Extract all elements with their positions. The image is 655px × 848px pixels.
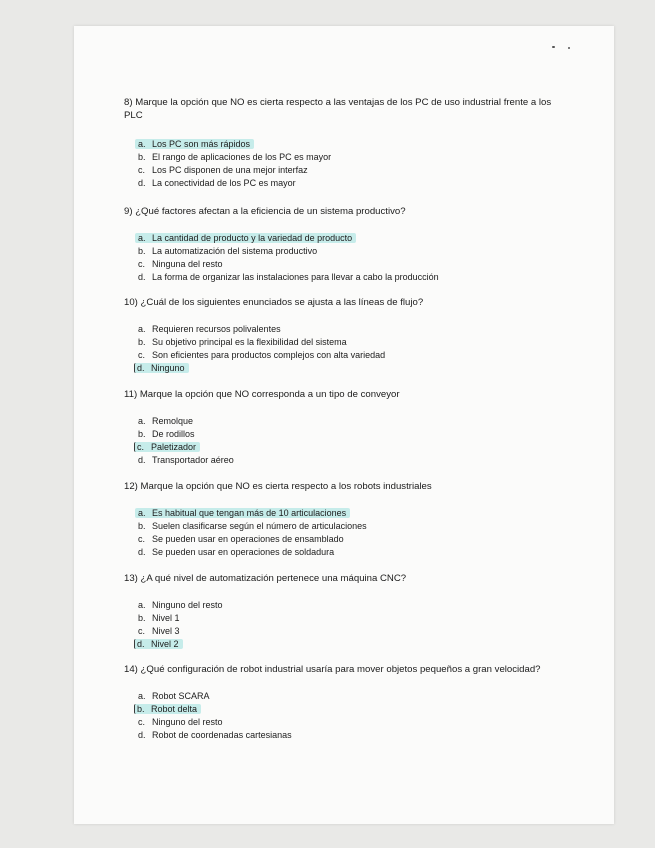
option-b[interactable] [138, 703, 201, 716]
answer-highlight: d. Ninguno [134, 363, 189, 373]
answer-highlight: a. Los PC son más rápidos [135, 139, 254, 149]
option-a[interactable]: a. Robot SCARA [138, 691, 210, 701]
question-text: 10) ¿Cuál de los siguientes enunciados se ajusta a las líneas de flujo? [124, 297, 424, 308]
option-b[interactable]: b. Nivel 1 [138, 613, 180, 623]
option-d[interactable]: d. Transportador aéreo [138, 455, 234, 465]
option-a[interactable] [138, 138, 254, 151]
option-d[interactable]: d. La conectividad de los PC es mayor [138, 178, 296, 188]
question-text: 8) Marque la opción que NO es cierta respecto a las ventajas de los PC de uso industrial frente a los PLC [124, 97, 552, 121]
option-a[interactable]: a. Requieren recursos polivalentes [138, 324, 281, 334]
option-a[interactable]: a. Ninguno del resto [138, 600, 223, 610]
option-b[interactable]: b. De rodillos [138, 429, 195, 439]
option-a[interactable] [138, 507, 350, 520]
option-d[interactable] [138, 362, 189, 375]
option-b[interactable]: b. Suelen clasificarse según el número de articulaciones [138, 521, 367, 531]
option-c[interactable]: c. Nivel 3 [138, 626, 180, 636]
option-a[interactable] [138, 232, 356, 245]
option-d[interactable]: d. Se pueden usar en operaciones de soldadura [138, 547, 335, 557]
option-c[interactable]: c. Ninguno del resto [138, 717, 223, 727]
answer-highlight: a. Es habitual que tengan más de 10 articulaciones [135, 508, 350, 518]
question-text: 14) ¿Qué configuración de robot industrial usaría para mover objetos pequeños a gran velocidad? [124, 664, 541, 675]
option-b[interactable]: b. El rango de aplicaciones de los PC es mayor [138, 152, 332, 162]
option-c[interactable]: c. Los PC disponen de una mejor interfaz [138, 165, 308, 175]
option-b[interactable]: b. Su objetivo principal es la flexibilidad del sistema [138, 337, 347, 347]
option-d[interactable]: d. La forma de organizar las instalaciones para llevar a cabo la producción [138, 272, 439, 282]
answer-highlight: c. Paletizador [134, 442, 200, 452]
question-text: 9) ¿Qué factores afectan a la eficiencia de un sistema productivo? [124, 206, 406, 217]
question-text: 12) Marque la opción que NO es cierta respecto a los robots industriales [124, 481, 432, 492]
exam-page [74, 26, 614, 824]
answer-highlight: a. La cantidad de producto y la variedad de producto [135, 233, 356, 243]
scan-speck [568, 47, 570, 49]
question-text: 13) ¿A qué nivel de automatización pertenece una máquina CNC? [124, 573, 407, 584]
option-b[interactable]: b. La automatización del sistema productivo [138, 246, 318, 256]
option-c[interactable]: c. Se pueden usar en operaciones de ensamblado [138, 534, 344, 544]
option-c[interactable]: c. Ninguna del resto [138, 259, 223, 269]
option-a[interactable]: a. Remolque [138, 416, 194, 426]
option-c[interactable] [138, 441, 200, 454]
question-text: 11) Marque la opción que NO corresponda a un tipo de conveyor [124, 389, 400, 400]
option-c[interactable]: c. Son eficientes para productos complejos con alta variedad [138, 350, 386, 360]
answer-highlight: d. Nivel 2 [134, 639, 183, 649]
answer-highlight: b. Robot delta [134, 704, 201, 714]
option-d[interactable] [138, 638, 183, 651]
option-d[interactable]: d. Robot de coordenadas cartesianas [138, 730, 292, 740]
scan-speck [552, 46, 555, 48]
